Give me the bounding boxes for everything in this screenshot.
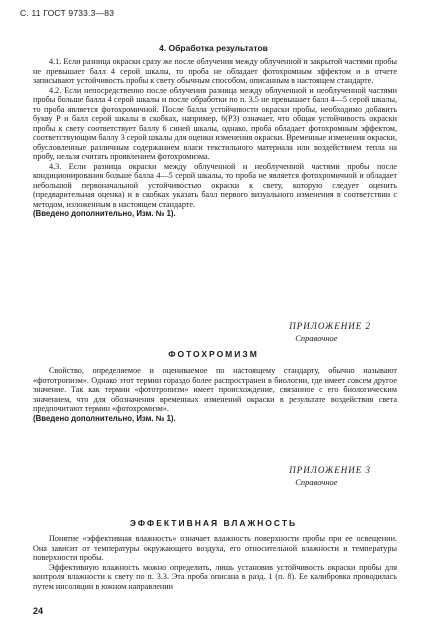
- effective-humidity-title: ЭФФЕКТИВНАЯ ВЛАЖНОСТЬ: [129, 518, 298, 528]
- humidity-paragraph-1: Понятие «эффективная влажность» означает влажность поверхности пробы при ее освещении. Она зависит от температуры окружающего воздуха, его относительной влажности и температуры поверхности пробы.: [33, 534, 397, 562]
- paragraph-4-3: 4.3. Если разница окраски между облученной и необлученной частями пробы после кондиционирования больше балла 4—5 серой шкалы, то проба не является фотохромичной и обладает небольшой первоначальной устойчивостью окраски к свету, которую следует оценить (предварительная оценка) и в скобках указать балл первого визуального изменения в соответствии с методом, изложенным в настоящем стандарте.: [33, 161, 397, 209]
- amendment-note-2: (Введено дополнительно, Изм. № 1).: [33, 413, 176, 423]
- photochromism-paragraph: Свойство, определяемое и оцениваемое по настоящему стандарту, обычно называют «фототропизм». Однако этот термин гораздо более распространен в биологии, где имеет совсем другое значение. Так как термин «фототропизм» имеет происхождение, связанное с его биологическим значением, что для обозначения временных изменений окраски в результате воздействия света предпочитают термин «фотохромизм».: [33, 366, 397, 413]
- appendix-2-subtitle: Справочное: [295, 333, 338, 343]
- appendix-2-heading: [289, 320, 371, 344]
- appendix-2-title: ПРИЛОЖЕНИЕ 2: [289, 321, 371, 331]
- photochromism-title: ФОТОХРОМИЗМ: [168, 349, 259, 359]
- appendix-3-heading: [289, 464, 371, 488]
- section-4-body: [33, 57, 397, 219]
- amendment-note-1: (Введено дополнительно, Изм. № 1).: [33, 209, 176, 218]
- page-number: 24: [33, 606, 44, 616]
- page-header: С. 11 ГОСТ 9733.3—83: [20, 8, 115, 18]
- paragraph-4-1: 4.1. Если разница окраски сразу же после облучения между облученной и закрытой частями пробы не превышает балл 4 серой шкалы, то проба не обладает фотохромным эффектом и в отчете записывают устойчивость пробы к свету обычным способом, описанным в настоящем стандарте.: [33, 57, 397, 85]
- photochromism-body: [33, 366, 397, 423]
- effective-humidity-body: [33, 534, 397, 591]
- appendix-3-subtitle: Справочное: [295, 477, 338, 487]
- paragraph-4-2: 4.2. Если непосредственно после облучения разница между облученной и необлученной частями пробы больше балла 4 серой шкалы и после обработки по п. 3.5 не превышает балл 4—5 серой шкалы, то проба является фотохромичной. После балла устойчивости окраски пробы, необходимо добавить букву Р и балл серой шкалы в скобках, например, 6(Р3) означает, что общая устойчивость окраски пробы к свету соответствует баллу 6 синей шкалы, однако, проба обладает фотохромным эффектом, соответствующим баллу 3 серой шкалы для оценки изменения окраски. Временные изменения окраски, обусловленные различным содержанием влаги текстильного материала или воздействием тепла на пробу, нельзя считать проявлением фотохромизма.: [33, 85, 397, 161]
- appendix-3-title: ПРИЛОЖЕНИЕ 3: [289, 465, 371, 475]
- section-4-title: 4. Обработка результатов: [159, 43, 268, 53]
- humidity-paragraph-2: Эффективную влажность можно определить, лишь установив устойчивость окраски пробы для контроля влажности к свету по п. 3.3. Эта проба описана в разд. 1 (п. 8). Ее калибровка проводилась путем инсоляции в южном направлении: [33, 562, 397, 591]
